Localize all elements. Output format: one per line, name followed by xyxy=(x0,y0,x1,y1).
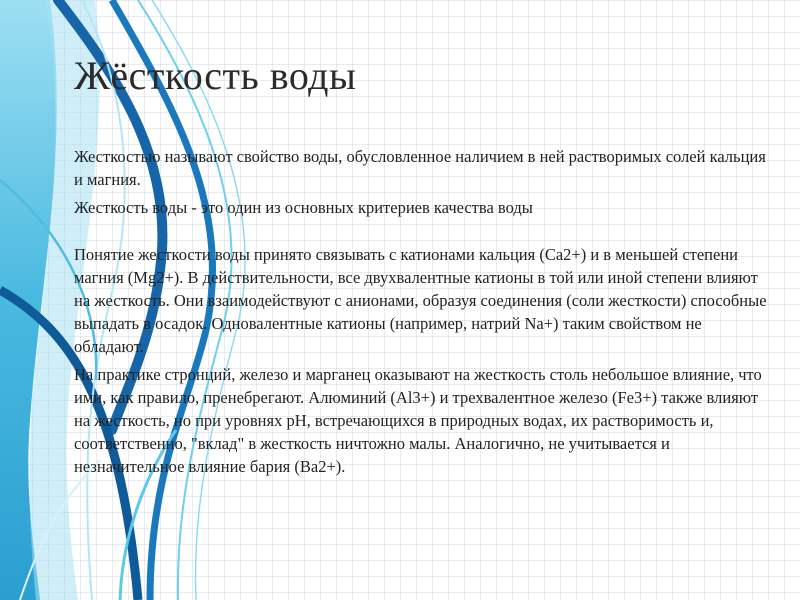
paragraph: На практике стронций, железо и марганец оказывают на жесткость столь небольшое влияние, что ими, как правило, пренебрегают. Алюминий (Al3+) и трехвалентное железо (Fe3+) также влияют на жесткость, но при уровнях pH, встречающихся в природных водах, их растворимость и, соответственно, "вклад" в жесткость ничтожно малы. Аналогично, не учитывается и незначительное влияние бария (Ba2+). xyxy=(74,365,762,476)
paragraph: Понятие жесткости воды принято связывать с катионами кальция (Ca2+) и в меньшей степени магния (Mg2+). В действительности, все двухвалентные катионы в той или иной степени влияют на жесткость. Они взаимодействуют с анионами, образуя соединения (соли жесткости) способные выпадать в осадок. Одновалентные катионы (например, натрий Na+) таким свойством не обладают. xyxy=(74,245,767,356)
paragraph: Жесткостью называют свойство воды, обусловленное наличием в ней растворимых солей кальция и магния. xyxy=(74,147,766,189)
slide-body xyxy=(74,145,774,483)
paragraph: Жесткость воды - это один из основных критериев качества воды xyxy=(74,198,533,217)
slide-title: Жёсткость воды xyxy=(74,53,357,98)
